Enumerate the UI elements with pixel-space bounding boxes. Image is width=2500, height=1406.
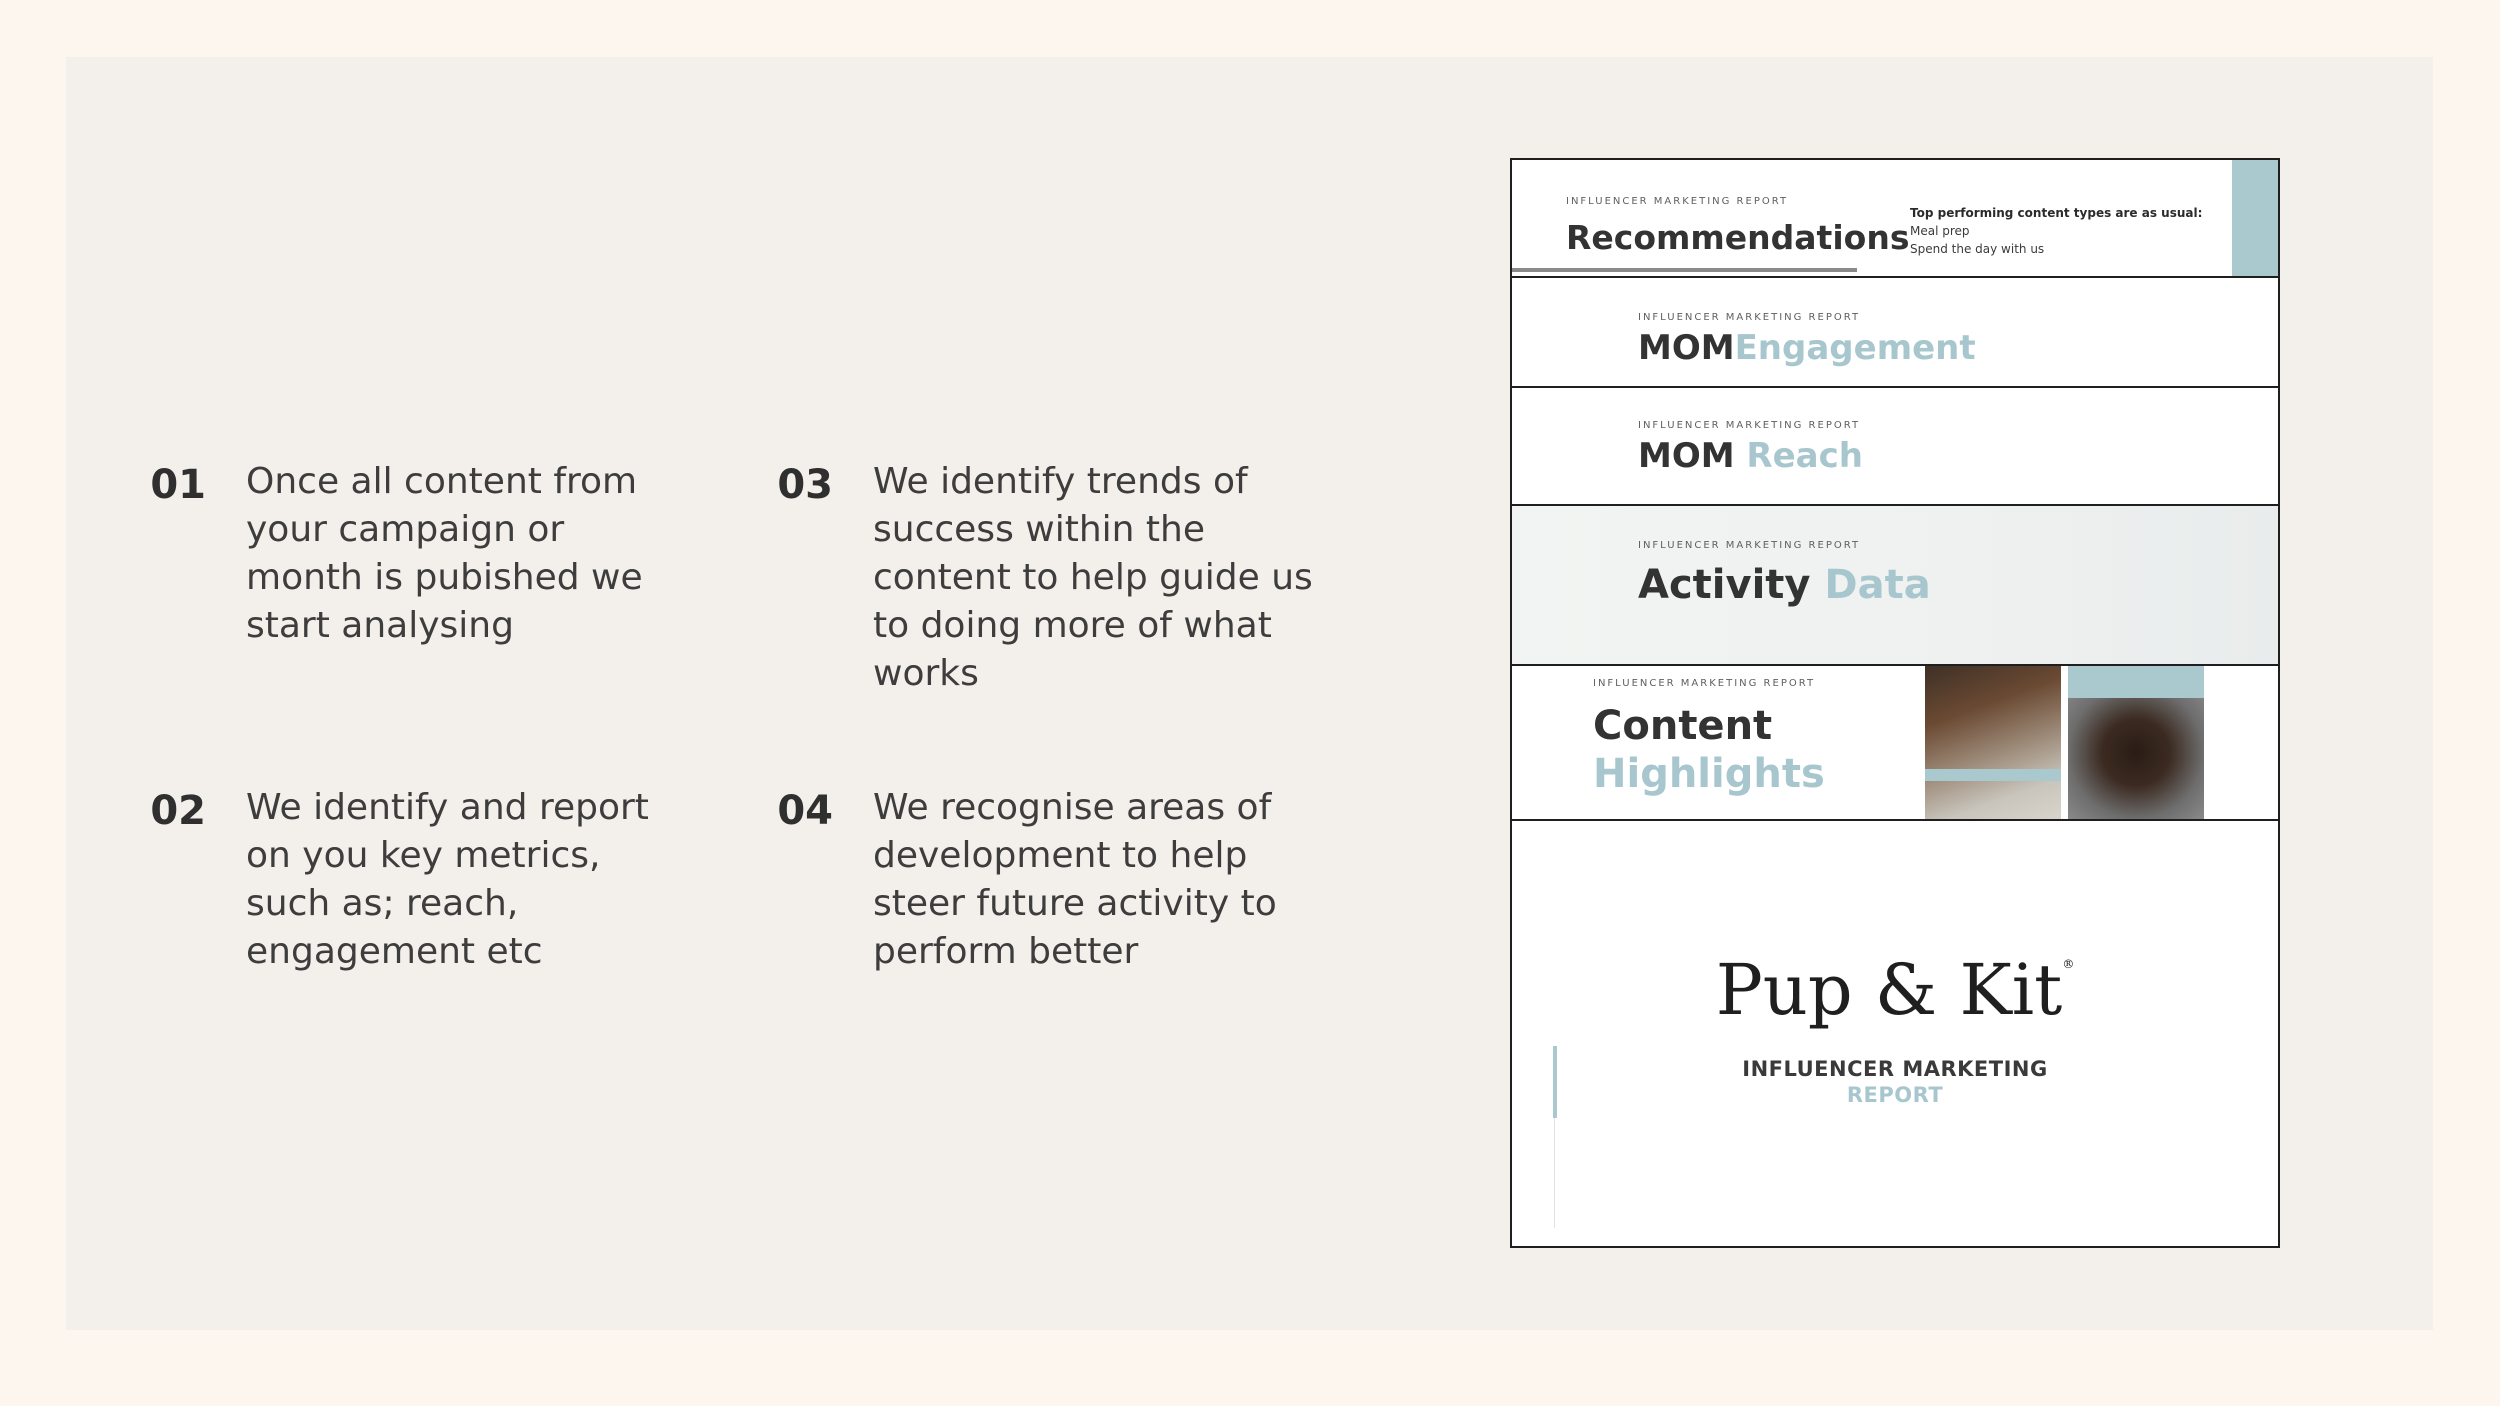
step-number: 04 [777,788,833,834]
step-line: development to help [873,835,1248,876]
step-01 [126,458,643,650]
slide-mom-reach [1512,388,2278,506]
dachshund-photo-image [2068,698,2204,819]
step-02 [126,784,649,976]
slide-kicker: INFLUENCER MARKETING REPORT [1566,196,1789,207]
slide-cover [1512,821,2278,1248]
slide-content-highlights [1512,666,2278,821]
title-dark: Activity [1638,562,1811,608]
slide-title [1638,328,1976,368]
step-line: works [873,653,979,694]
title-dark: MOM [1638,436,1735,476]
step-line: to doing more of what [873,605,1272,646]
title-accent: Engagement [1734,328,1976,368]
cover-subtitle: REPORT [1846,1083,1944,1107]
report-slide-stack [1510,158,2280,1248]
step-line: on you key metrics, [246,835,601,876]
step-description [873,458,1313,698]
cover-divider [1554,1118,1555,1228]
logo-text: Pup & Kit [1715,949,2063,1031]
step-number: 02 [150,788,206,834]
step-line: month is pubished we [246,557,643,598]
step-line: engagement etc [246,931,543,972]
step-line: We identify trends of [873,461,1248,502]
step-line: start analysing [246,605,514,646]
step-number: 01 [150,462,206,508]
step-number: 03 [777,462,833,508]
step-description [873,784,1277,976]
slide-title: Recommendations [1566,218,1910,257]
step-line: content to help guide us [873,557,1313,598]
slide-mom-engagement [1512,278,2278,388]
step-line: your campaign or [246,509,565,550]
slide-kicker: INFLUENCER MARKETING REPORT [1638,540,1861,551]
step-description [246,458,643,650]
step-line: perform better [873,931,1139,972]
cover-accent-bar [1553,1046,1557,1118]
slide-title [1638,562,1931,608]
slide-kicker: INFLUENCER MARKETING REPORT [1638,312,1861,323]
slide-activity-data [1512,506,2278,666]
step-03 [753,458,1313,698]
note-item: Meal prep [1910,224,1970,238]
note-item: Spend the day with us [1910,242,2045,256]
title-accent: Reach [1746,436,1863,476]
accent-bar [2232,160,2278,276]
slide-title [1593,702,1825,798]
step-04 [753,784,1277,976]
title-dark: Content [1593,703,1773,749]
title-accent: Highlights [1593,751,1825,797]
step-line: such as; reach, [246,883,519,924]
cover-title: INFLUENCER MARKETING [1742,1057,2048,1081]
slide-recommendations [1512,160,2278,278]
slide-title [1638,436,1863,476]
dog-photo-image [1925,666,2061,819]
step-description [246,784,649,976]
step-line: We identify and report [246,787,649,828]
title-underline [1512,268,1857,272]
slide-kicker: INFLUENCER MARKETING REPORT [1638,420,1861,431]
registered-mark: ® [2062,957,2075,971]
title-dark: MOM [1638,328,1735,368]
title-accent: Data [1824,562,1931,608]
step-line: We recognise areas of [873,787,1272,828]
photo-accent-strip [1925,769,2061,781]
step-line: Once all content from [246,461,638,502]
note-title: Top performing content types are as usual: [1910,206,2203,220]
step-line: success within the [873,509,1205,550]
step-line: steer future activity to [873,883,1277,924]
pup-and-kit-logo [1512,949,2278,1031]
slide-kicker: INFLUENCER MARKETING REPORT [1593,678,1816,689]
